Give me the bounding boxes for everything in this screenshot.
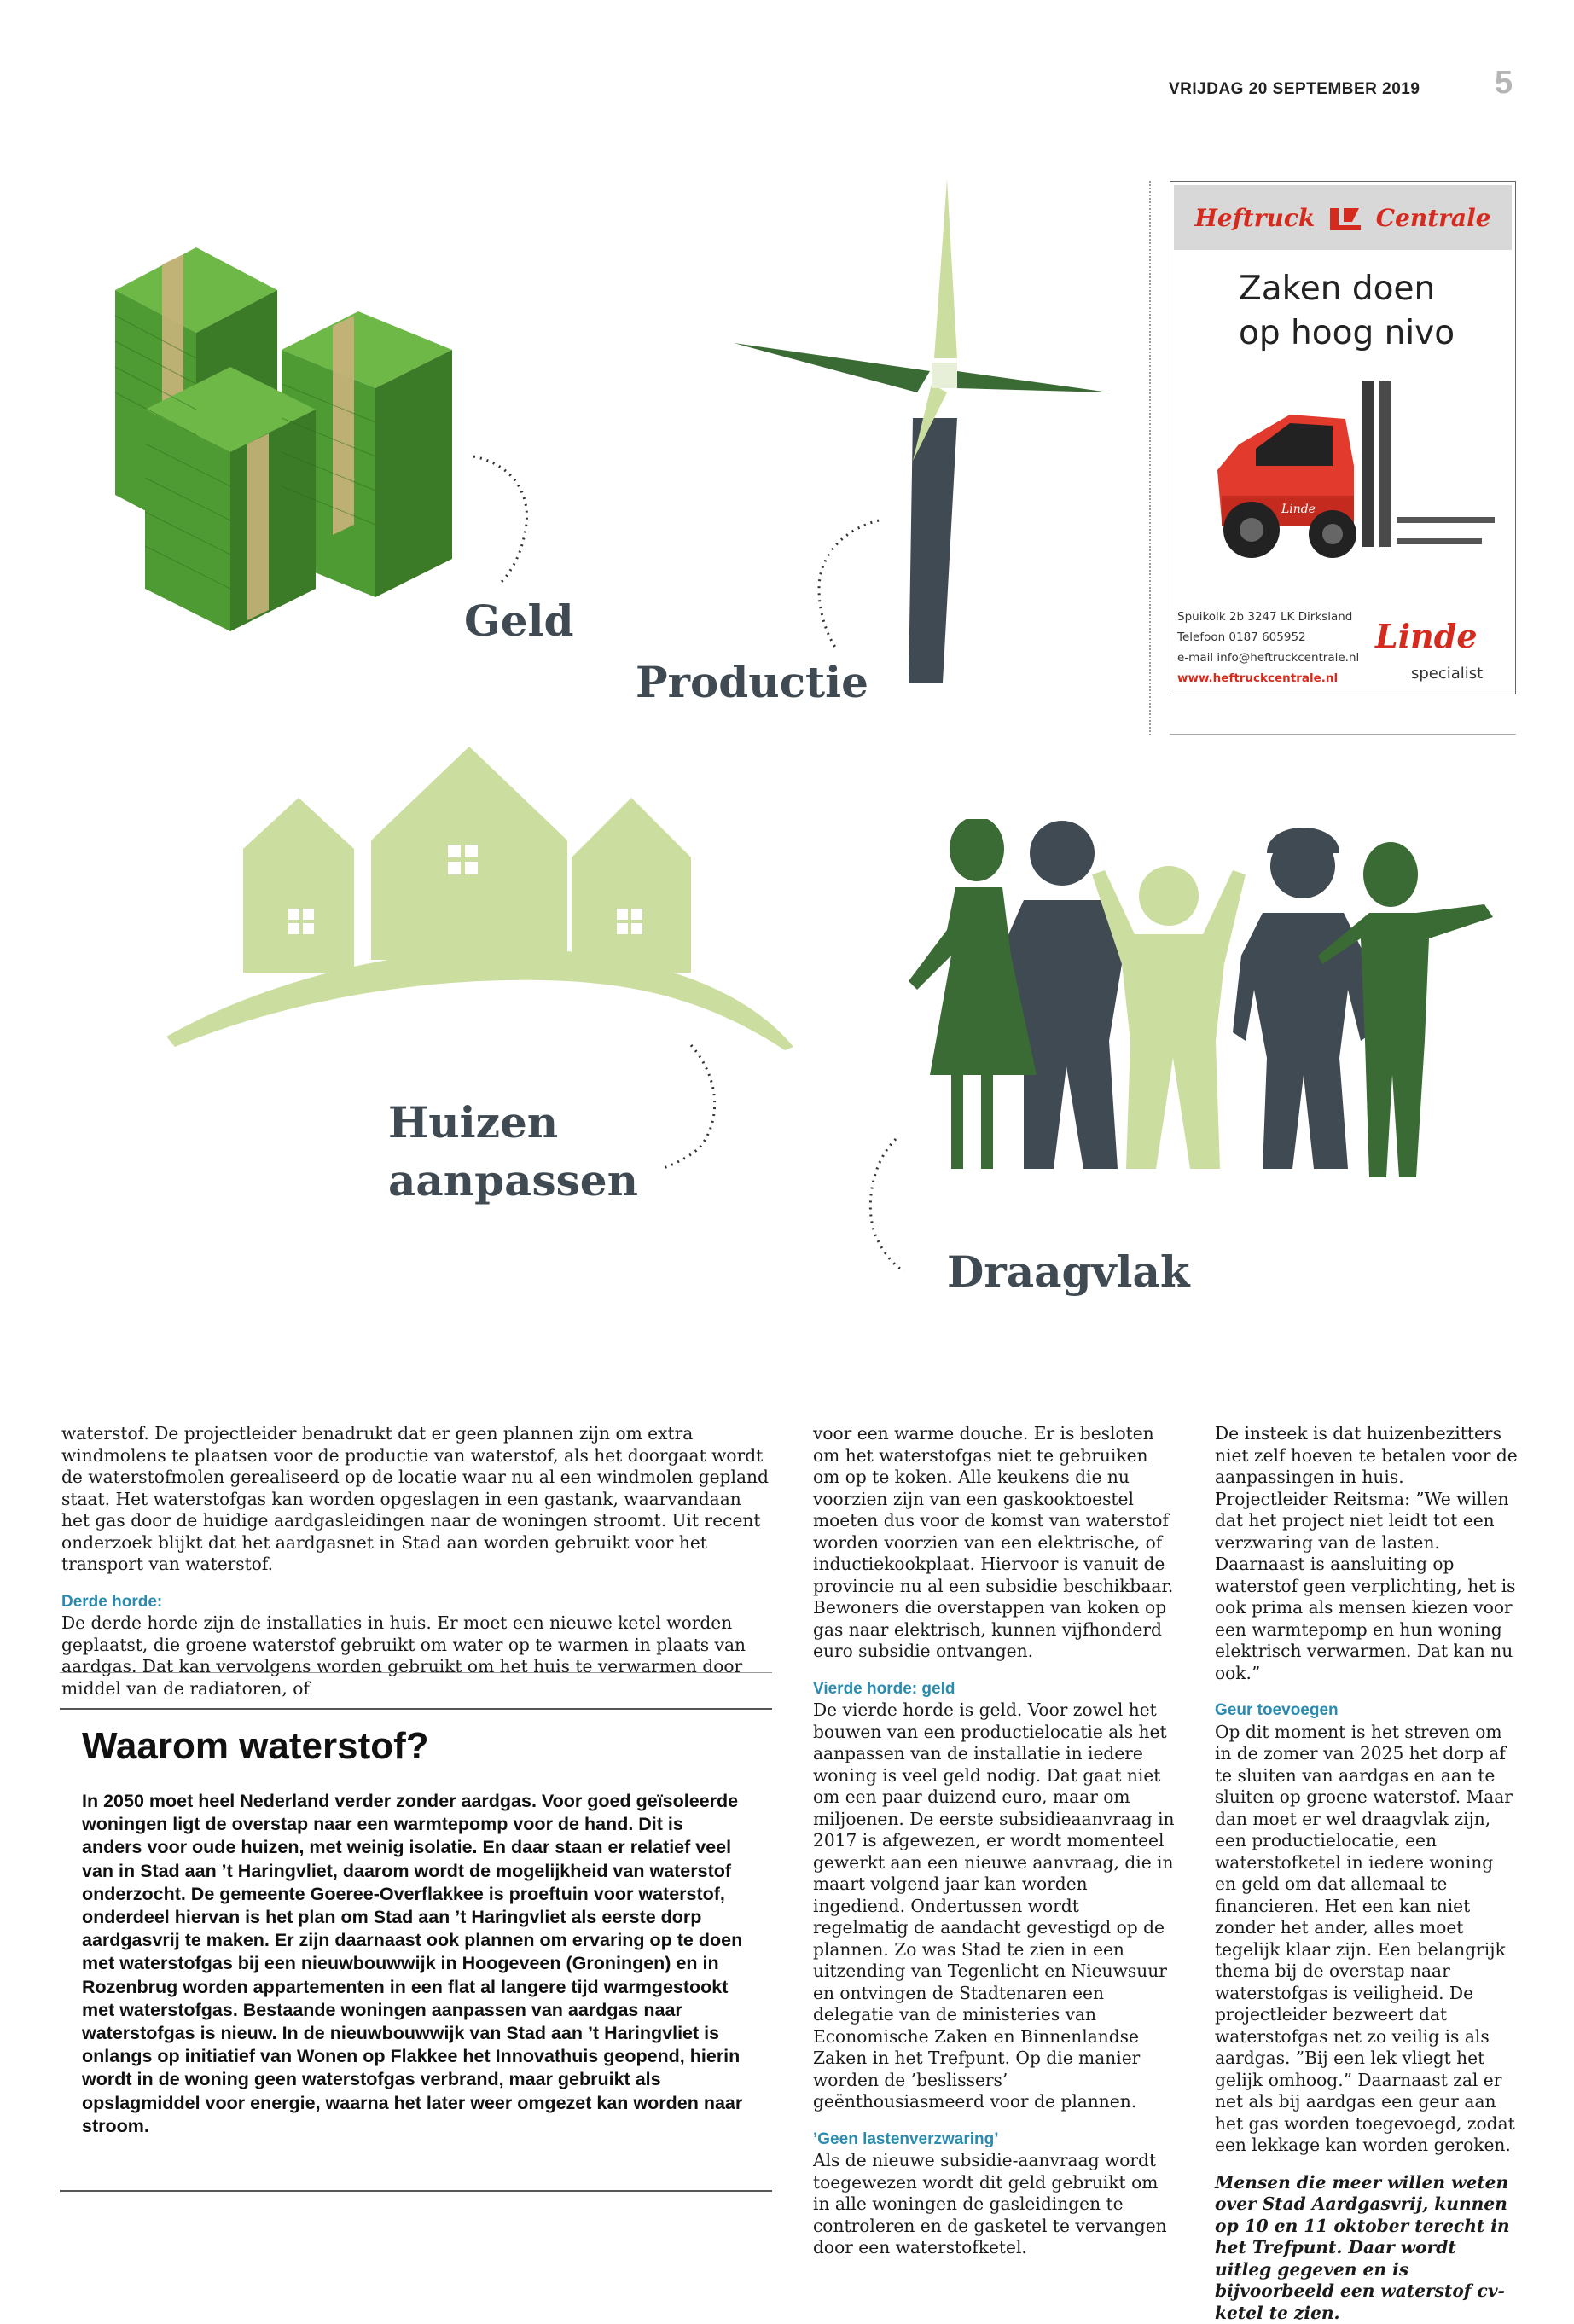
ad-website[interactable]: www.heftruckcentrale.nl: [1177, 668, 1359, 688]
people-illustration: [896, 819, 1501, 1211]
svg-text:Linde: Linde: [1281, 503, 1316, 516]
closing-note: Mensen die meer willen weten over Stad Aardgasvrij, kunnen op 10 en 11 oktober terecht in het Trefpunt. Daar wordt uitleg gegeven en is bijvoorbeeld een waterstof cv-ketel te zien.: [1215, 2172, 1518, 2324]
linde-logo: Linde: [1375, 617, 1478, 655]
col1-intro: waterstof. De projectleider benadrukt dat er geen plannen zijn om extra windmolens te plaatsen voor de productie van waterstof, als het doorgaat wordt de waterstofmolen gerealiseerd op de locatie waar nu al een windmolen gepland staat. Het waterstofgas kan worden opgeslagen in een gastank, waarvandaan het gas door de huidige aardgasleidingen naar de woningen stroomt. Uit recent onderzoek blijkt dat het aardgasnet in Stad aan worden gebruikt voor het transport van waterstof.: [61, 1423, 770, 1576]
connector-productie: [793, 512, 887, 657]
ad-phone: Telefoon 0187 605952: [1177, 627, 1359, 648]
ad-brand-left: Heftruck: [1194, 204, 1315, 232]
ad-tagline-2: op hoog nivo: [1239, 311, 1455, 356]
windmill-illustration: [734, 179, 1118, 717]
article-column-2: [813, 1423, 1176, 2259]
connector-draagvlak: [853, 1130, 913, 1275]
ad-email[interactable]: e-mail info@heftruckcentrale.nl: [1177, 648, 1359, 668]
derde-horde-heading: Derde horde:: [61, 1591, 770, 1613]
connector-huizen: [657, 1037, 725, 1173]
box-bottom-rule: [60, 2190, 772, 2192]
col1-bottom-rule: [60, 1672, 772, 1673]
connector-geld: [465, 448, 542, 593]
forklift-photo: [1205, 368, 1495, 581]
ad-separator: [1149, 181, 1151, 735]
lasten-text: Als de nieuwe subsidie-aanvraag wordt toegewezen wordt dit geld gebruikt om in alle woningen de gasleidingen te controleren en de gasketel te vervangen door een waterstofketel.: [813, 2150, 1176, 2259]
ad-brand-band: [1174, 185, 1512, 250]
label-draagvlak: Draagvlak: [947, 1243, 1190, 1301]
vierde-horde-text: De vierde horde is geld. Voor zowel het bouwen van een productielocatie als het aanpassen van de installatie in iedere woning is veel geld nodig. Dat gaat niet om een paar duizend euro, maar om miljoenen. De eerste subsidieaanvraag in 2017 is afgewezen, er wordt momenteel gewerkt aan een nieuwe aanvraag, die in maart volgend jaar kan worden ingediend. Ondertussen wordt regelmatig de aandacht gevestigd op de plannen. Zo was Stad te zien in een uitzending van Tegenlicht en Nieuwsuur en ontvingen de Stadtenaren een delegatie van de ministeries van Economische Zaken en Binnenlandse Zaken in het Trefpunt. Op die manier worden de ’beslissers’ geënthousiasmeerd voor de plannen.: [813, 1699, 1176, 2113]
label-huizen: Huizen: [388, 1094, 638, 1152]
geur-text: Op dit moment is het streven om in de zomer van 2025 het dorp af te sluiten van aardgas en aan te sluiten op groene waterstof. Maar dan moet er wel draagvlak zijn, een productielocatie, een waterstofketel in iedere woning en geld om dat allemaal te financieren. Het een kan niet zonder het ander, alles moet tegelijk klaar zijn. Een belangrijk thema bij de overstap naar waterstofgas is veiligheid. De projectleider bezweert dat waterstofgas net zo veilig is als aardgas. ”Bij een lek vliegt het gelijk omhoog.” Daarnaast zal er net als bij aardgas een geur aan het gas worden toegevoegd, zodat een lekkage kan worden geroken.: [1215, 1722, 1518, 2157]
col2-intro: voor een warme douche. Er is besloten om het waterstofgas niet te gebruiken om op te koken. Alle keukens die nu voorzien zijn van een gaskooktoestel moeten dus voor de komst van waterstof worden voorzien van een elektrische, of inductiekookplaat. Hiervoor is vanuit de provincie nu al een subsidie beschikbaar. Bewoners die overstappen van koken op gas naar elektrisch, kunnen vijfhonderd euro subsidie ontvangen.: [813, 1423, 1176, 1663]
lasten-heading: ’Geen lastenverzwaring’: [813, 2129, 1176, 2151]
ad-bottom-rule: [1170, 734, 1516, 735]
col3-intro: De insteek is dat huizenbezitters niet zelf hoeven te betalen voor de aanpassingen in huis. Projectleider Reitsma: ”We willen dat het project niet leidt tot een verzwaring van de lasten. Daarnaast is aansluiting op waterstof geen verplichting, het is ook prima als mensen kiezen voor een warmtepomp en hun woning elektrisch verwarmen. Dat kan nu ook.”: [1215, 1423, 1518, 1684]
ad-tagline-1: Zaken doen: [1239, 267, 1455, 311]
money-stacks-illustration: [102, 230, 461, 640]
vierde-horde-heading: Vierde horde: geld: [813, 1678, 1176, 1700]
ad-address: Spuikolk 2b 3247 LK Dirksland: [1177, 607, 1359, 627]
article-column-1: [61, 1423, 770, 1699]
geur-heading: Geur toevoegen: [1215, 1699, 1518, 1722]
box-text: In 2050 moet heel Nederland verder zonder aardgas. Voor goed geïsoleerde woningen ligt de overstap naar een warmtepomp voor de hand. Dit is anders voor oude huizen, met weinig isolatie. En daar staan er relatief veel van in Stad aan ’t Haringvliet, daarom wordt de mogelijkheid van waterstof onderzocht. De gemeente Goeree-Overflakkee is proeftuin voor waterstof, onderdeel hiervan is het plan om Stad aan ’t Haringvliet als eerste dorp aardgasvrij te maken. Er zijn daarnaast ook plannen om ervaring op te doen met waterstofgas bij een nieuwbouwwijk in Hoogeveen (Groningen) en in Rozenbrug worden appartementen in een flat al langere tijd warmgestookt met waterstofgas. Bestaande woningen aanpassen van aardgas naar waterstofgas is nieuw. In de nieuwbouwwijk van Stad aan ’t Haringvliet is onlangs op initiatief van Wonen op Flakkee het Innovathuis geopend, hierin wordt in de woning geen waterstofgas verbrand, maar gebruikt als opslagmiddel voor energie, waarna het later weer omgezet kan worden naar stroom.: [82, 1790, 747, 2138]
ad-contact: [1177, 607, 1359, 688]
label-huizen-aanpassen: [388, 1094, 638, 1210]
label-aanpassen: aanpassen: [388, 1152, 638, 1210]
linde-specialist: specialist: [1411, 665, 1483, 683]
ad-tagline: [1239, 267, 1455, 356]
page-date: VRIJDAG 20 SEPTEMBER 2019: [1169, 80, 1420, 99]
page-number: 5: [1495, 65, 1513, 102]
derde-horde-text: De derde horde zijn de installaties in huis. Er moet een nieuwe ketel worden geplaatst, die groene waterstof gebruikt om water op te warmen in plaats van aardgas. Dat kan vervolgens worden gebruikt om het huis te verwarmen door middel van de radiatoren, of: [61, 1612, 770, 1699]
ad-brand-right: Centrale: [1376, 204, 1491, 232]
money-stack-front: [145, 367, 316, 631]
box-title: Waarom waterstof?: [82, 1725, 429, 1768]
ad-brand: [1174, 204, 1512, 233]
box-top-rule: [60, 1708, 772, 1710]
houses-illustration: [166, 747, 793, 1054]
article-column-3: [1215, 1423, 1518, 2324]
label-productie: Productie: [636, 654, 868, 712]
ad-heftruck-centrale[interactable]: [1170, 181, 1516, 694]
label-geld: Geld: [464, 592, 573, 650]
forklift-logo-icon: [1327, 205, 1364, 230]
